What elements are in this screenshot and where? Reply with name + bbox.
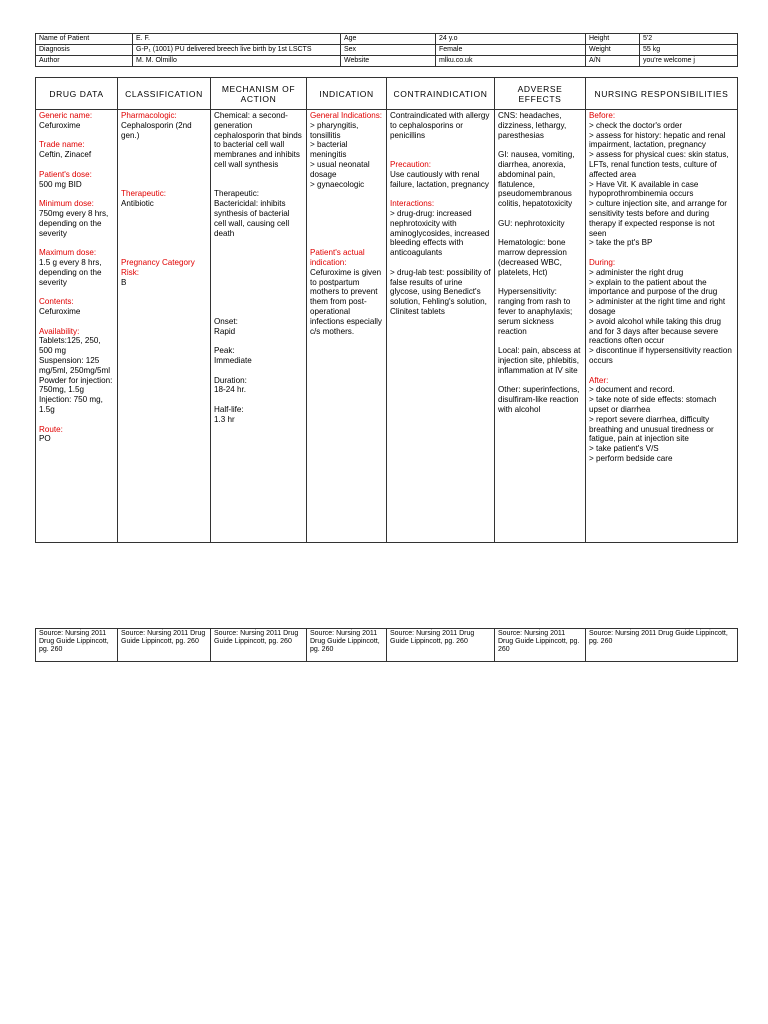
minimum-dose: 750mg every 8 hrs, depending on the severity (39, 208, 109, 238)
field-value: 24 y.o (436, 34, 586, 45)
onset: Rapid (214, 326, 236, 336)
header-mechanism: MECHANISM OF ACTION (211, 78, 307, 110)
drug-lab-interaction: > drug-lab test: possibility of false results of urine glycose, using Benedict's solution, Fehling's solution, Clinitest tablets (390, 267, 491, 316)
source-cell: Source: Nursing 2011 Drug Guide Lippincott, pg. 260 (495, 629, 586, 662)
header-adverse: ADVERSE EFFECTS (495, 78, 586, 110)
nursing-during-item: > administer the right drug (589, 267, 684, 277)
nursing-after-item: > document and record. (589, 385, 675, 395)
nursing-after-item: > take patient's V/S (589, 444, 659, 454)
contents-label: Contents: (39, 297, 74, 307)
nursing-during-item: > explain to the patient about the importance and purpose of the drug (589, 277, 718, 297)
maximum-dose: 1.5 g every 8 hrs, depending on the severity (39, 257, 102, 287)
nursing-after-item: > report severe diarrhea, difficulty breathing and unusual tiredness or fatigue, pain at injection site (589, 414, 714, 444)
source-cell: Source: Nursing 2011 Drug Guide Lippincott, pg. 260 (118, 629, 211, 662)
sources-row (36, 629, 738, 662)
trade-name-label: Trade name: (39, 140, 85, 150)
contraindication-cell (387, 110, 495, 543)
drug-study-table (35, 77, 738, 543)
adverse-effect: Hypersensitivity: ranging from rash to fever to anaphylaxis; serum sickness reaction (498, 287, 573, 336)
interactions-label: Interactions: (390, 199, 435, 209)
indication-cell (307, 110, 387, 543)
field-label: Author (36, 56, 133, 67)
nursing-after-item: > take note of side effects: stomach upset or diarrhea (589, 395, 717, 414)
content-row (36, 110, 738, 543)
availability-item: Powder for injection: 750mg, 1.5g (39, 375, 113, 395)
classification-cell (118, 110, 211, 543)
source-cell: Source: Nursing 2011 Drug Guide Lippincott, pg. 260 (586, 629, 738, 662)
precaution-label: Precaution: (390, 159, 431, 169)
actual-indication: Cefuroxime is given to postpartum mothers to prevent them from post-operational infections especially c/s mothers. (310, 267, 382, 336)
header-classification: CLASSIFICATION (118, 78, 211, 110)
field-value: 5'2 (640, 34, 738, 45)
field-value: 55 kg (640, 45, 738, 56)
before-label: Before: (589, 111, 616, 120)
field-value: E. F. (133, 34, 341, 45)
route: PO (39, 434, 51, 444)
nursing-during-item: > avoid alcohol while taking this drug and for 3 days after because severe reactions often occur (589, 316, 722, 346)
adverse-effect: Other: superinfections, disulfiram-like reaction with alcohol (498, 385, 580, 414)
patient-dose-label: Patient's dose: (39, 169, 92, 179)
pharmacologic-label: Pharmacologic: (121, 111, 177, 120)
field-label: A/N (586, 56, 640, 67)
header-nursing: NURSING RESPONSIBILITIES (586, 78, 738, 110)
field-label: Height (586, 34, 640, 45)
patient-info-row (36, 45, 738, 56)
therapeutic: Antibiotic (121, 199, 154, 209)
field-value: M. M. Olmillo (133, 56, 341, 67)
availability-label: Availability: (39, 326, 80, 336)
general-indication-item: > gynaecologic (310, 179, 365, 189)
contents: Cefuroxime (39, 306, 81, 316)
patient-info-row (36, 56, 738, 67)
header-drug-data: DRUG DATA (36, 78, 118, 110)
half-life: 1.3 hr (214, 414, 235, 424)
nursing-before-item: > take the pt's BP (589, 238, 653, 248)
field-label: Diagnosis (36, 45, 133, 56)
general-indication-item: > usual neonatal dosage (310, 159, 370, 179)
field-value: you're welcome j (640, 56, 738, 67)
generic-name: Cefuroxime (39, 120, 81, 130)
field-label: Name of Patient (36, 34, 133, 45)
nursing-cell (586, 110, 738, 543)
pregnancy-category: B (121, 277, 127, 287)
sources-table (35, 628, 738, 662)
peak: Immediate (214, 355, 252, 365)
nursing-during-item: > discontinue if hypersensitivity reaction occurs (589, 346, 732, 365)
after-label: After: (589, 375, 609, 385)
patient-dose: 500 mg BID (39, 179, 82, 189)
general-indication-item: > pharyngitis, tonsillitis (310, 120, 359, 140)
drug-drug-interaction: > drug-drug: increased nephrotoxicity with aminoglycosides, increased bleeding effects with anticoagulants (390, 208, 490, 258)
source-cell: Source: Nursing 2011 Drug Guide Lippincott, pg. 260 (211, 629, 307, 662)
contraindication-main: Contraindicated with allergy to cephalosporins or penicillins (390, 111, 490, 140)
mechanism-therapeutic: Therapeutic: Bactericidal: inhibits synthesis of bacterial cell wall, causing cell death (214, 189, 290, 238)
field-value: mlku.co.uk (436, 56, 586, 67)
route-label: Route: (39, 424, 63, 434)
nursing-during-item: > administer at the right time and right dosage (589, 297, 726, 316)
nursing-after-item: > perform bedside care (589, 453, 673, 463)
field-value: Female (436, 45, 586, 56)
availability-item: Tablets:125, 250, 500 mg (39, 336, 101, 356)
nursing-before-item: > assess for physical cues: skin status, LFTs, renal function tests, culture of affected area (589, 150, 729, 179)
trade-name: Ceftin, Zinacef (39, 150, 92, 160)
half-life-label: Half-life: (214, 404, 244, 414)
field-label: Weight (586, 45, 640, 56)
pharmacologic: Cephalosporin (2nd gen.) (121, 120, 192, 140)
mechanism-chemical: Chemical: a second-generation cephalosporin that binds to bacterial cell wall membranes and inhibits cell wall synthesis (214, 111, 302, 169)
general-indications-label: General Indications: (310, 111, 382, 120)
duration: 18-24 hr. (214, 385, 246, 395)
adverse-effect: CNS: headaches, dizziness, lethargy, paresthesias (498, 111, 567, 140)
nursing-before-item: > Have Vit. K available in case hypoprothrombinemia occurs (589, 179, 699, 199)
source-cell: Source: Nursing 2011 Drug Guide Lippincott, pg. 260 (387, 629, 495, 662)
therapeutic-label: Therapeutic: (121, 189, 166, 199)
patient-info-row (36, 34, 738, 45)
actual-indication-label: Patient's actual indication: (310, 248, 365, 267)
adverse-effect: GU: nephrotoxicity (498, 218, 565, 228)
precaution: Use cautiously with renal failure, lactation, pregnancy (390, 169, 489, 189)
minimum-dose-label: Minimum dose: (39, 199, 94, 209)
nursing-before-item: > check the doctor's order (589, 120, 683, 130)
peak-label: Peak: (214, 346, 235, 356)
availability-item: Suspension: 125 mg/5ml, 250mg/5ml (39, 355, 111, 375)
adverse-effect: Hematologic: bone marrow depression (decreased WBC, platelets, Hct) (498, 238, 567, 277)
header-contraindication: CONTRAINDICATION (387, 78, 495, 110)
source-cell: Source: Nursing 2011 Drug Guide Lippincott, pg. 260 (307, 629, 387, 662)
availability-item: Injection: 750 mg, 1.5g (39, 395, 103, 414)
during-label: During: (589, 257, 616, 267)
field-label: Age (341, 34, 436, 45)
adverse-effect: GI: nausea, vomiting, diarrhea, anorexia, abdominal pain, flatulence, pseudomembranous colitis, hepatotoxicity (498, 150, 575, 209)
adverse-effects-cell (495, 110, 586, 543)
onset-label: Onset: (214, 316, 238, 326)
nursing-before-item: > culture injection site, and arrange for sensitivity tests before and during therapy if expected response is not seen (589, 199, 727, 238)
header-indication: INDICATION (307, 78, 387, 110)
adverse-effect: Local: pain, abscess at injection site, phlebitis, inflammation at IV site (498, 346, 581, 375)
field-label: Sex (341, 45, 436, 56)
header-row (36, 78, 738, 110)
field-label: Website (341, 56, 436, 67)
pregnancy-category-label: Pregnancy Category Risk: (121, 257, 195, 277)
field-value: G-P₁ (1001) PU delivered breech live birth by 1st LSCTS (133, 45, 341, 56)
patient-info-table (35, 33, 738, 67)
duration-label: Duration: (214, 375, 247, 385)
nursing-before-item: > assess for history: hepatic and renal impairment, lactation, pregnancy (589, 130, 726, 150)
mechanism-cell (211, 110, 307, 543)
generic-name-label: Generic name: (39, 111, 93, 120)
drug-data-cell (36, 110, 118, 543)
general-indication-item: > bacterial meningitis (310, 140, 348, 160)
source-cell: Source: Nursing 2011 Drug Guide Lippincott, pg. 260 (36, 629, 118, 662)
maximum-dose-label: Maximum dose: (39, 248, 97, 258)
